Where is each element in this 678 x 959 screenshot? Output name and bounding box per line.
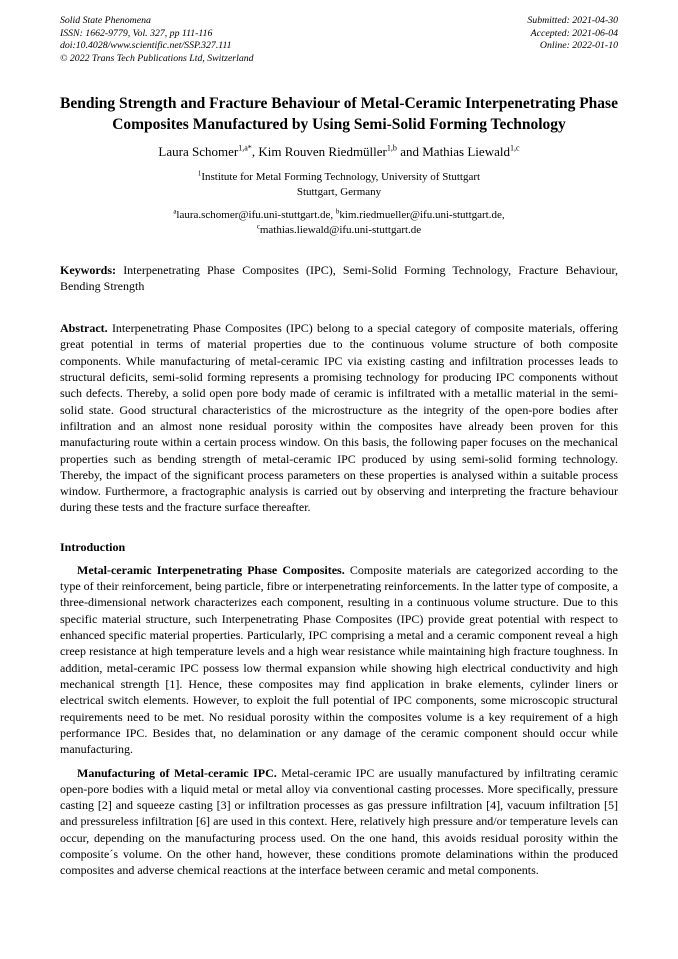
accepted-date: Accepted: 2021-06-04	[530, 27, 618, 39]
author-separator-1: ,	[251, 144, 259, 160]
author-separator-2: and	[396, 144, 423, 160]
introduction-heading: Introduction	[60, 539, 126, 554]
email-c-superscript: c	[256, 223, 260, 231]
affiliation-line-2: Stuttgart, Germany	[296, 185, 382, 198]
keywords-label: Keywords:	[60, 263, 116, 278]
journal-issn: ISSN: 1662-9779, Vol. 327, pp 111-116	[60, 27, 213, 39]
email-a-superscript: a	[173, 208, 177, 216]
author-3: Mathias Liewald	[422, 144, 510, 160]
paragraph-1-lead: Metal-ceramic Interpenetrating Phase Composites.	[77, 562, 345, 577]
journal-copyright: © 2022 Trans Tech Publications Ltd, Switzerland	[60, 52, 254, 64]
emails-line-1	[60, 208, 618, 223]
keywords-text: Interpenetrating Phase Composites (IPC), Semi-Solid Forming Technology, Fracture Behaviour, Bending Strength	[60, 263, 618, 294]
submission-dates	[527, 15, 618, 53]
abstract-paragraph	[60, 320, 618, 516]
author-2: Kim Rouven Riedmüller	[258, 144, 387, 160]
journal-info	[60, 15, 254, 65]
author-2-superscript: 1,b	[386, 143, 397, 153]
author-1: Laura Schomer	[158, 144, 239, 160]
submitted-date: Submitted: 2021-04-30	[527, 15, 618, 26]
email-b: kim.riedmueller@ifu.uni-stuttgart.de,	[339, 209, 505, 222]
journal-doi: doi:10.4028/www.scientific.net/SSP.327.111	[60, 40, 232, 52]
email-a: laura.schomer@ifu.uni-stuttgart.de,	[176, 209, 334, 222]
abstract-text: Interpenetrating Phase Composites (IPC) belong to a special category of composite materials, offering great potential in terms of material properties due to the continuous volume structure of both composite components. While manufacturing of metal-ceramic IPC via existing casting and infiltration processes leads to structural deficits, semi-solid forming represents a promising technology for producing IPC components without such defects. Thereby, a solid open pore body made of ceramic is infiltrated with a metallic material in the semi-solid state. Good structural characteristics of the microstructure as the integrity of the open-pore bodies after infiltration and an almost none residual porosity within the composites have already been proven for this manufacturing route within a certain process window. On this basis, the following paper focuses on the mechanical properties such as bending strength of metal-ceramic IPC produced by using semi-solid forming technology. Thereby, the impact of the significant process parameters on these properties is analysed within a suitable process window. Furthermore, a fractographic analysis is carried out by observing and interpreting the fracture behaviour during these tests and the fracture surface thereafter.	[60, 321, 618, 515]
abstract-label: Abstract.	[60, 321, 108, 335]
author-1-superscript: 1,a*	[238, 143, 252, 153]
introduction-paragraph-2	[60, 765, 618, 879]
authors-line	[60, 144, 618, 160]
journal-name: Solid State Phenomena	[60, 15, 151, 26]
affiliation-superscript: 1	[197, 170, 202, 178]
journal-header	[60, 15, 618, 65]
email-b-superscript: b	[335, 208, 340, 216]
affiliation-line-1: $^1$Institute for Metal Forming Technology, University of Stuttgart	[197, 170, 481, 184]
paper-title: Bending Strength and Fracture Behaviour of Metal-Ceramic Interpenetrating Phase Composites Manufactured by Using Semi-Solid Forming Technology	[60, 95, 618, 134]
paragraph-1-text: Composite materials are categorized according to the type of their reinforcement, being particle, fibre or interpenetrating reinforcements. In the latter type of composite, a three-dimensional network characterizes each component, resulting in a continuous volume structure. Due to this specific material structure, such Interpenetrating Phase Composites (IPC) provide great potential with respect to enhanced specific material properties. Particularly, IPC comprising a metal and a ceramic component reveal a high creep resistance at high temperature levels and a high wear resistance while maintaining high fracture toughness. In addition, metal-ceramic IPC possess low thermal expansion while showing high electrical conductivity and high mechanical strength [1]. Hence, these composites may find application in brake elements, cylinder liners or electrical switch elements. However, to exploit the full potential of IPC components, some microscopic structural requirements need to be met. No residual porosity within the composites volume is a key requirement of a high performance IPC. Besides that, no delamination or any damage of the ceramic component should occur while manufacturing.	[60, 562, 618, 757]
author-emails	[60, 208, 618, 237]
email-c: mathias.liewald@ifu.uni-stuttgart.de	[259, 223, 422, 236]
introduction-paragraph-1	[60, 562, 618, 758]
emails-line-2	[60, 223, 618, 238]
affiliation	[60, 170, 618, 199]
paragraph-2-text: Metal-ceramic IPC are usually manufactured by infiltrating ceramic open-pore bodies with a liquid metal or metal alloy via conventional casting processes. More specifically, pressure casting [2] and squeeze casting [3] or infiltration processes as gas pressure infiltration [4], vacuum infiltration [5] and pressureless infiltration [6] are used in this context. Here, relatively high pressure and/or temperature levels can occur, depending on the manufacturing process used. On the one hand, this avoids residual porosity within the composite´s volume. On the other hand, however, these conditions promote delaminations within the produced composites and adverse chemical reactions at the interface between ceramic and metal components.	[60, 765, 618, 878]
paragraph-2-lead: Manufacturing of Metal-ceramic IPC.	[77, 765, 277, 780]
keywords-paragraph	[60, 263, 618, 295]
author-3-superscript: 1,c	[509, 143, 520, 153]
online-date: Online: 2022-01-10	[539, 40, 618, 52]
